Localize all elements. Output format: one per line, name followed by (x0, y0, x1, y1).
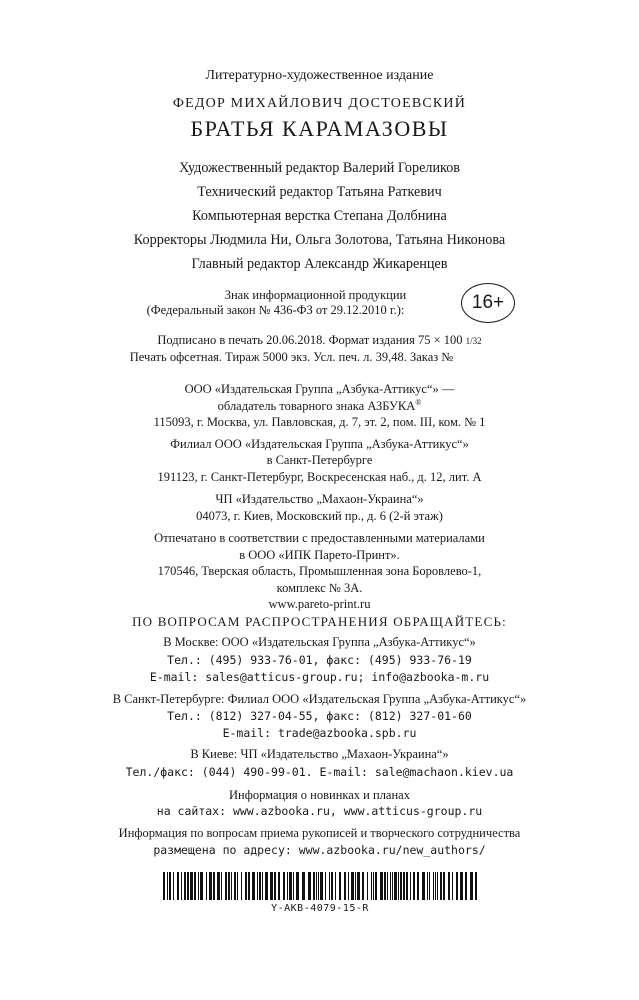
barcode-bar (384, 872, 386, 900)
barcode-bar (465, 872, 467, 900)
barcode-bar (231, 872, 232, 900)
barcode-bar (259, 872, 261, 900)
barcode-bar (252, 872, 255, 900)
barcode-bar (460, 872, 463, 900)
moscow-phones: Тел.: (495) 933-76-01, факс: (495) 933-76-19 (167, 653, 472, 667)
barcode-bar (435, 872, 436, 900)
barcode-bar (283, 872, 285, 900)
barcode-bar (398, 872, 399, 900)
barcode-bar (278, 872, 280, 900)
printer-line-2: в ООО «ИПК Парето-Принт». (239, 548, 400, 562)
author-name: ФЕДОР МИХАЙЛОВИЧ ДОСТОЕВСКИЙ (172, 96, 467, 111)
barcode-bar (187, 872, 189, 900)
barcode-bar (287, 872, 288, 900)
barcode-bar (339, 872, 341, 900)
print-details: Печать офсетная. Тираж 5000 экз. Усл. печ. л. 39,48. Заказ № (129, 350, 454, 364)
publisher-address: 115093, г. Москва, ул. Павловская, д. 7, эт. 2, пом. III, ком. № 1 (153, 415, 486, 429)
barcode-bar (400, 872, 402, 900)
registered-mark: ® (415, 398, 422, 407)
barcode-bar (270, 872, 273, 900)
barcode-bar (355, 872, 356, 900)
barcode-bar (413, 872, 415, 900)
barcode-bar (470, 872, 473, 900)
barcode-bar (318, 872, 319, 900)
barcode-bar (380, 872, 383, 900)
barcode-bar (200, 872, 203, 900)
barcode-bar (245, 872, 247, 900)
credit-art-editor: Художественный редактор Валерий Гореликов (178, 160, 461, 176)
barcode-bar (410, 872, 411, 900)
barcode-bar (234, 872, 236, 900)
distribution-header: ПО ВОПРОСАМ РАСПРОСТРАНЕНИЯ ОБРАЩАЙТЕСЬ: (132, 614, 507, 629)
barcode-bar (429, 872, 430, 900)
news-line-2: на сайтах: www.azbooka.ru, www.atticus-group.ru (156, 804, 483, 818)
barcode-bar (387, 872, 388, 900)
barcode-bar (452, 872, 453, 900)
barcode-code: Y-AKB-4079-15-R (271, 903, 369, 914)
barcode-bar (190, 872, 193, 900)
barcode-bar (367, 872, 368, 900)
barcode-bar (437, 872, 438, 900)
barcode-bar (177, 872, 179, 900)
barcode-bar (181, 872, 182, 900)
ukraine-address: 04073, г. Киев, Московский пр., д. 6 (2-й этаж) (196, 509, 443, 523)
print-signed: Подписано в печать 20.06.2018. Формат издания 75 × 100 1/32 (157, 333, 482, 347)
ukraine-name: ЧП «Издательство „Махаон-Украина“» (215, 492, 424, 506)
barcode-bar (320, 872, 323, 900)
barcode-bar (217, 872, 220, 900)
barcode-bar (362, 872, 364, 900)
barcode-bar (257, 872, 258, 900)
spb-contact: В Санкт-Петербурге: Филиал ООО «Издательская Группа „Азбука-Аттикус“» (112, 692, 527, 706)
barcode-bar (293, 872, 294, 900)
barcode-bar (167, 872, 168, 900)
barcode-bar (262, 872, 263, 900)
barcode-bar (394, 872, 397, 900)
credit-layout: Компьютерная верстка Степана Долбнина (192, 208, 447, 224)
book-title: БРАТЬЯ КАРАМАЗОВЫ (190, 116, 449, 141)
barcode-bar (265, 872, 268, 900)
barcode-bar (440, 872, 442, 900)
barcode-bar (325, 872, 326, 900)
barcode-bar (184, 872, 186, 900)
barcode-bar (371, 872, 372, 900)
barcode-bar (209, 872, 212, 900)
barcode-bar (237, 872, 238, 900)
branch-name: Филиал ООО «Издательская Группа „Азбука-Аттикус“» (170, 437, 469, 451)
barcode-bar (228, 872, 230, 900)
barcode-bar (194, 872, 196, 900)
credit-tech-editor: Технический редактор Татьяна Раткевич (197, 184, 442, 200)
format-fraction: 1/32 (465, 336, 482, 346)
kiev-contact: В Киеве: ЧП «Издательство „Махаон-Украина“» (190, 747, 449, 761)
spb-phones: Тел.: (812) 327-04-55, факс: (812) 327-01-60 (167, 709, 472, 723)
barcode-bar (241, 872, 242, 900)
spb-email: E-mail: trade@azbooka.spb.ru (222, 726, 417, 740)
printer-line-1: Отпечатано в соответствии с предоставленными материалами (154, 531, 485, 545)
printer-line-3: 170546, Тверская область, Промышленная зона Боровлево-1, (157, 564, 482, 578)
barcode-bar (390, 872, 391, 900)
chief-editor: Главный редактор Александр Жикаренцев (191, 256, 448, 272)
manuscripts-line-2: размещена по адресу: www.azbooka.ru/new_authors/ (153, 843, 486, 857)
barcode-bar (169, 872, 171, 900)
barcode-bar (351, 872, 354, 900)
barcode-bar (221, 872, 222, 900)
manuscripts-line-1: Информация по вопросам приема рукописей и творческого сотрудничества (118, 826, 521, 840)
edition-type: Литературно-художественное издание (205, 68, 434, 83)
barcode-bar (213, 872, 215, 900)
publisher-name: ООО «Издательская Группа „Азбука-Аттикус“» — (184, 382, 455, 396)
branch-address: 191123, г. Санкт-Петербург, Воскресенская наб., д. 12, лит. А (157, 470, 482, 484)
barcode-bar (248, 872, 250, 900)
barcode-bar (274, 872, 276, 900)
barcode-bar (289, 872, 292, 900)
barcode-bar (335, 872, 336, 900)
kiev-phones: Тел./факс: (044) 490-99-01. E-mail: sale@machaon.kiev.ua (125, 765, 514, 779)
barcode-bar (433, 872, 434, 900)
barcode-bar (308, 872, 311, 900)
barcode-bar (331, 872, 333, 900)
barcode-bar (316, 872, 317, 900)
moscow-contact: В Москве: ООО «Издательская Группа „Азбука-Аттикус“» (163, 635, 476, 649)
news-line-1: Информация о новинках и планах (229, 788, 410, 802)
barcode-bar (173, 872, 174, 900)
barcode-bar (443, 872, 445, 900)
credit-proofreaders: Корректоры Людмила Ни, Ольга Золотова, Татьяна Никонова (133, 232, 506, 248)
barcode-bar (373, 872, 374, 900)
printer-website: www.pareto-print.ru (268, 597, 371, 611)
barcode-bar (296, 872, 299, 900)
printer-line-4: комплекс № 3А. (276, 581, 363, 595)
barcode-bar (417, 872, 419, 900)
barcode-bar (448, 872, 450, 900)
barcode-bar (313, 872, 315, 900)
barcode-bar (344, 872, 346, 900)
barcode (163, 872, 477, 900)
publisher-trademark: обладатель товарного знака АЗБУКА® (217, 398, 422, 414)
barcode-bar (163, 872, 165, 900)
barcode-bar (329, 872, 330, 900)
info-sign-label: Знак информационной продукции (224, 288, 407, 302)
barcode-bar (475, 872, 477, 900)
barcode-bar (206, 872, 207, 900)
barcode-bar (456, 872, 458, 900)
barcode-bar (225, 872, 227, 900)
age-rating-badge: 16+ (461, 283, 515, 323)
moscow-email: E-mail: sales@atticus-group.ru; info@azbooka-m.ru (149, 670, 490, 684)
info-sign-law: (Федеральный закон № 436-ФЗ от 29.12.2010 г.): (146, 303, 405, 317)
barcode-bar (348, 872, 349, 900)
barcode-bar (403, 872, 405, 900)
barcode-bar (357, 872, 360, 900)
branch-city: в Санкт-Петербурге (266, 453, 373, 467)
barcode-bar (375, 872, 377, 900)
barcode-bar (198, 872, 199, 900)
barcode-bar (392, 872, 393, 900)
barcode-bar (427, 872, 428, 900)
barcode-bar (406, 872, 408, 900)
barcode-bar (422, 872, 425, 900)
barcode-bar (302, 872, 305, 900)
